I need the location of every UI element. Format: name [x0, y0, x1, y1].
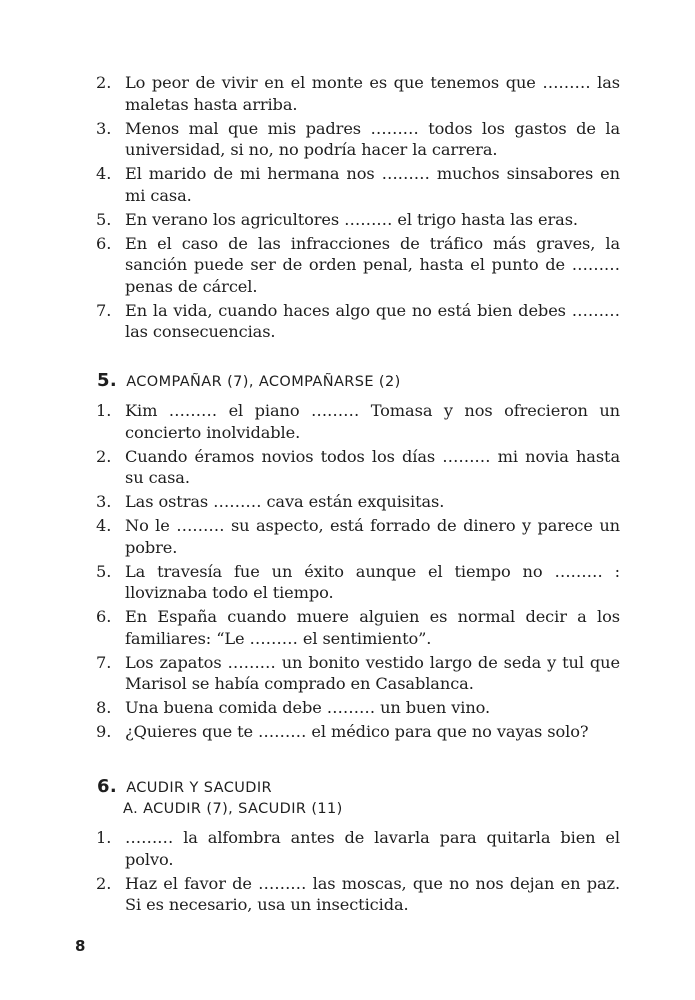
section-5-list: [96, 400, 620, 745]
item-number: 6.: [96, 607, 112, 627]
item-text: En España cuando muere alguien es normal decir a los familiares: “Le ……… el sentimiento”.: [125, 607, 620, 648]
item-text: Cuando éramos novios todos los días ……… mi novia hasta su casa.: [125, 446, 620, 488]
item-number: 2.: [96, 446, 112, 466]
item-number: 4.: [96, 164, 112, 184]
exercise-item: [96, 606, 620, 649]
exercise-item: [96, 446, 620, 489]
item-text: ……… la alfombra antes de lavarla para quitarla bien el polvo.: [125, 828, 620, 869]
item-number: 8.: [96, 698, 112, 718]
item-text: Las ostras ……… cava están exquisitas.: [125, 492, 445, 512]
item-number: 9.: [96, 722, 112, 742]
exercise-item: [96, 721, 620, 743]
item-text: En el caso de las infracciones de tráfico más graves, la sanción puede ser de orden penal, hasta el punto de ……… penas de cárcel.: [125, 233, 620, 296]
exercise-item: [96, 827, 620, 870]
section-6-heading: [97, 776, 272, 799]
item-number: 3.: [96, 492, 112, 512]
section-4-list: [96, 72, 620, 345]
section-subtitle: A. ACUDIR (7), SACUDIR (11): [123, 801, 343, 817]
exercise-item: [96, 873, 620, 916]
item-text: Haz el favor de ……… las moscas, que no nos dejan en paz. Si es necesario, usa un insecticida.: [125, 873, 620, 915]
page-number: 8: [75, 937, 86, 955]
exercise-item: [96, 697, 620, 719]
item-number: 4.: [96, 516, 112, 536]
section-title: ACUDIR Y SACUDIR: [126, 780, 272, 796]
item-text: El marido de mi hermana nos ……… muchos sinsabores en mi casa.: [125, 164, 620, 205]
section-6-subheading: [123, 798, 343, 820]
exercise-item: [96, 209, 620, 231]
section-number: 5.: [97, 370, 118, 391]
exercise-item: [96, 400, 620, 443]
exercise-item: [96, 72, 620, 115]
section-6-list: [96, 827, 620, 918]
item-text: En la vida, cuando haces algo que no está bien debes ……… las consecuencias.: [125, 300, 620, 342]
item-number: 5.: [96, 209, 112, 229]
item-number: 2.: [96, 73, 112, 92]
section-number: 6.: [97, 776, 118, 797]
item-text: Menos mal que mis padres ……… todos los gastos de la universidad, si no, no podría hacer la carrera.: [125, 118, 620, 160]
item-number: 5.: [96, 561, 112, 581]
item-number: 6.: [96, 233, 112, 253]
exercise-item: [96, 561, 620, 604]
exercise-item: [96, 163, 620, 206]
exercise-item: [96, 491, 620, 513]
item-number: 1.: [96, 828, 112, 847]
section-title: ACOMPAÑAR (7), ACOMPAÑARSE (2): [126, 374, 401, 390]
item-text: Los zapatos ……… un bonito vestido largo de seda y tul que Marisol se había comprado en Casablanca.: [125, 652, 620, 694]
exercise-item: [96, 233, 620, 298]
item-text: Kim ……… el piano ……… Tomasa y nos ofrecieron un concierto inolvidable.: [125, 401, 620, 442]
item-text: No le ……… su aspecto, está forrado de dinero y parece un pobre.: [125, 516, 620, 557]
exercise-item: [96, 118, 620, 161]
item-number: 7.: [96, 300, 112, 320]
item-number: 7.: [96, 652, 112, 672]
item-number: 3.: [96, 118, 112, 138]
item-text: ¿Quieres que te ……… el médico para que no vayas solo?: [125, 722, 589, 742]
item-number: 2.: [96, 873, 112, 893]
section-5-heading: [97, 370, 401, 393]
exercise-item: [96, 515, 620, 558]
item-text: La travesía fue un éxito aunque el tiempo no ……… : lloviznaba todo el tiempo.: [125, 561, 620, 603]
item-text: Lo peor de vivir en el monte es que tenemos que ……… las maletas hasta arriba.: [125, 73, 620, 114]
item-text: Una buena comida debe ……… un buen vino.: [125, 698, 491, 718]
item-number: 1.: [96, 401, 112, 420]
exercise-item: [96, 652, 620, 695]
item-text: En verano los agricultores ……… el trigo hasta las eras.: [125, 209, 578, 229]
exercise-item: [96, 300, 620, 343]
